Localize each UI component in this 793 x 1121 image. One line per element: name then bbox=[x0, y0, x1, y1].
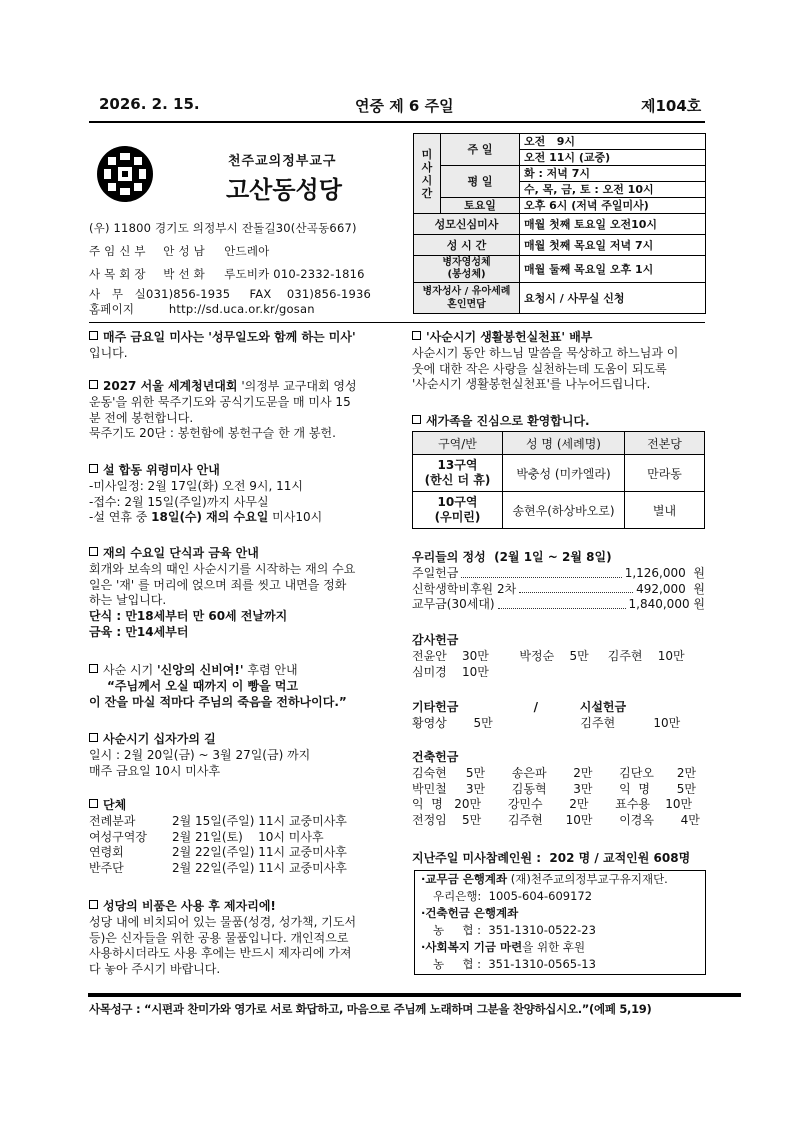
offering-row bbox=[412, 566, 705, 582]
group-schedule: 2월 21일(토) 10시 미사후 bbox=[172, 829, 324, 844]
notice-new-family-title: 새가족을 진심으로 환영합니다. bbox=[426, 414, 590, 428]
sick-communion-time: 매월 둘째 목요일 오후 1시 bbox=[520, 256, 706, 283]
bank1-account: 우리은행: 1005-604-609172 bbox=[433, 889, 593, 903]
bank3-rest: 을 위한 후원 bbox=[522, 940, 586, 954]
group-row bbox=[89, 814, 347, 830]
thanks-line2: 심미경 10만 bbox=[412, 664, 489, 679]
notice-new-family bbox=[412, 414, 590, 430]
chair-label: 사목회장 bbox=[89, 267, 150, 281]
col-name: 성 명 (세례명) bbox=[503, 432, 625, 455]
notice-mystery-of-faith bbox=[89, 663, 347, 710]
building-row: 전정임 5만 김주현 10만 이경옥 4만 bbox=[412, 813, 700, 828]
pastor-row bbox=[89, 243, 269, 259]
group-row bbox=[89, 845, 347, 861]
building-title: 건축헌금 bbox=[412, 750, 459, 764]
group-name: 연령회 bbox=[89, 845, 124, 860]
notice-friday-mass bbox=[89, 330, 356, 362]
group-schedule: 2월 22일(주일) 11시 교중미사후 bbox=[172, 845, 347, 860]
bank-accounts-box bbox=[414, 870, 706, 975]
offering-amount: 492,000 원 bbox=[636, 581, 705, 596]
group-row bbox=[89, 830, 347, 846]
mass-schedule-table bbox=[413, 133, 706, 314]
notice-supplies-l3: 사용하시더라도 사용 후에는 반드시 제자리에 가져 bbox=[89, 946, 352, 961]
notice-ash-l1: 회개와 보속의 때인 사순시기를 시작하는 재의 수요 bbox=[89, 561, 356, 576]
notice-ash-l5: 금육 : 만14세부터 bbox=[89, 624, 189, 639]
sacrament-label bbox=[414, 283, 520, 314]
other-title: 기타헌금 / 시설헌금 bbox=[412, 700, 627, 714]
group-schedule: 2월 22일(주일) 11시 교중미사후 bbox=[172, 861, 347, 876]
notice-friday-title: 매주 금요일 미사는 '성무일도와 함께 하는 미사' bbox=[103, 330, 356, 344]
notice-friday-tail: 입니다. bbox=[89, 345, 128, 360]
notice-lent-practice bbox=[412, 330, 678, 393]
offering-row bbox=[412, 582, 705, 598]
saturday-label: 토요일 bbox=[441, 198, 520, 214]
pastoral-verse: 사목성구 : “시편과 찬미가와 영가로 서로 화답하고, 마음으로 주님께 노래하며 그분을 찬양하십시오.”(에페 5,19) bbox=[89, 1002, 652, 1016]
notice-supplies-title: 성당의 비품은 사용 후 제자리에! bbox=[103, 899, 276, 913]
area-line2: (한신 더 휴) bbox=[424, 473, 491, 487]
parish-logo-icon bbox=[96, 145, 154, 203]
notice-supplies-l2: 등)은 신자들을 위한 공용 물품입니다. 개인적으로 bbox=[89, 930, 349, 945]
building-row: 익 명 20만 강민수 2만 표수용 10만 bbox=[412, 797, 693, 812]
notice-ash-wednesday bbox=[89, 546, 355, 641]
thanks-title: 감사헌금 bbox=[412, 633, 459, 647]
sunday-mass-2: 오전 11시 (교중) bbox=[520, 150, 706, 166]
notice-stations-l2: 매주 금요일 10시 미사후 bbox=[89, 763, 221, 778]
notice-wyd bbox=[89, 379, 357, 442]
family-name: 박충성 (미카엘라) bbox=[503, 455, 625, 492]
diocese-name: 천주교의정부교구 bbox=[228, 154, 337, 169]
checkbox-icon bbox=[89, 733, 98, 742]
saturday-mass: 오후 6시 (저녁 주일미사) bbox=[520, 198, 706, 214]
offering-label: 주일헌금 bbox=[412, 565, 459, 580]
notice-memorial-l3a: -설 연휴 중 bbox=[89, 510, 152, 525]
thanks-offering bbox=[412, 633, 685, 680]
weekday-mass-1: 화 : 저녁 7시 bbox=[520, 166, 706, 182]
checkbox-icon bbox=[412, 331, 421, 340]
notice-ash-l4: 단식 : 만18세부터 만 60세 전날까지 bbox=[89, 609, 288, 624]
group-name: 여성구역장 bbox=[89, 829, 147, 844]
group-schedule: 2월 15일(주일) 11시 교중미사후 bbox=[172, 813, 347, 828]
notice-lent-title: '사순시기 생활봉헌실천표' 배부 bbox=[426, 330, 593, 344]
notice-supplies-l1: 성당 내에 비치되어 있는 물품(성경, 성가책, 기도서 bbox=[89, 914, 357, 929]
marian-label: 성모신심미사 bbox=[414, 214, 520, 235]
notice-mystery-title: '신앙의 신비여!' bbox=[157, 663, 244, 677]
footer-divider bbox=[88, 993, 741, 997]
col-area: 구역/반 bbox=[413, 432, 503, 455]
sick-label-line1: 병자영성체 bbox=[442, 257, 491, 268]
issue-number: 제104호 bbox=[641, 97, 702, 115]
area-line1: 13구역 bbox=[437, 458, 478, 472]
checkbox-icon bbox=[89, 331, 98, 340]
family-area bbox=[413, 492, 503, 529]
notice-wyd-l3: 분 전에 봉헌합니다. bbox=[89, 410, 194, 425]
family-name: 송현우(하상바오로) bbox=[503, 492, 625, 529]
weekday-label: 평 일 bbox=[441, 166, 520, 198]
notice-stations-l1: 일시 : 2월 20일(금) ~ 3월 27일(금) 까지 bbox=[89, 747, 311, 762]
checkbox-icon bbox=[89, 664, 98, 673]
notice-mystery-l1: “주님께서 오실 때까지 이 빵을 먹고 bbox=[107, 678, 299, 693]
bank2-title: ·건축헌금 은행계좌 bbox=[421, 906, 519, 920]
notice-memorial-l1: -미사일정: 2월 17일(화) 오전 9시, 11시 bbox=[89, 478, 303, 493]
bank1-title: ·교무금 은행계좌 bbox=[421, 872, 508, 886]
offering-amount: 1,126,000 원 bbox=[624, 565, 705, 580]
sick-label-line2: (봉성체) bbox=[447, 269, 486, 280]
notice-mystery-post: 후렴 안내 bbox=[243, 663, 298, 677]
offering-row bbox=[412, 597, 705, 613]
thanks-line1: 전윤안 30만 박정순 5만 김주현 10만 bbox=[412, 648, 685, 663]
notice-wyd-l2: 운동'을 위한 묵주기도와 공식기도문을 매 미사 15 bbox=[89, 394, 351, 409]
building-offering bbox=[412, 750, 700, 829]
notice-ash-l2: 일은 '재' 를 머리에 얹으며 죄를 씻고 내면을 정화 bbox=[89, 577, 347, 592]
checkbox-icon bbox=[89, 547, 98, 556]
offerings-title: 우리들의 정성 (2월 1일 ~ 2월 8일) bbox=[412, 550, 612, 564]
notice-supplies-l4: 다 놓아 주시기 바랍니다. bbox=[89, 962, 221, 977]
table-row bbox=[413, 455, 705, 492]
sacrament-label-line2: 혼인면담 bbox=[447, 299, 486, 310]
notice-lent-l3: '사순시기 생활봉헌실천표'를 나누어드립니다. bbox=[412, 377, 651, 392]
family-prev: 만라동 bbox=[625, 455, 705, 492]
sunday-mass-1: 오전 9시 bbox=[520, 134, 706, 150]
checkbox-icon bbox=[89, 799, 98, 808]
chair-row bbox=[89, 266, 365, 282]
building-row: 김숙현 5만 송은파 2만 김단오 2만 bbox=[412, 765, 697, 780]
sunday-label: 주 일 bbox=[441, 134, 520, 166]
notice-memorial-mass bbox=[89, 463, 322, 526]
other-line1: 황영상 5만 김주현 10만 bbox=[412, 715, 681, 730]
section-divider bbox=[89, 322, 705, 323]
new-family-table bbox=[412, 431, 705, 529]
notice-stations-title: 사순시기 십자가의 길 bbox=[103, 732, 216, 746]
building-row: 박민철 3만 김동혁 3만 익 명 5만 bbox=[412, 781, 696, 796]
checkbox-icon bbox=[89, 380, 98, 389]
bank3-account: 농 협 : 351-1310-0565-13 bbox=[433, 957, 596, 971]
family-area bbox=[413, 455, 503, 492]
checkbox-icon bbox=[412, 415, 421, 424]
adoration-label: 성 시 간 bbox=[414, 235, 520, 256]
chair-info: 박 선 화 루도비카 010-2332-1816 bbox=[163, 267, 365, 281]
office-phone: 사 무 실031)856-1935 FAX 031)856-1936 bbox=[89, 287, 372, 301]
sacrament-info: 요청시 / 사무실 신청 bbox=[520, 283, 706, 314]
notice-stations bbox=[89, 732, 310, 779]
notice-memorial-title: 설 합동 위령미사 안내 bbox=[103, 463, 220, 477]
notice-ash-title: 재의 수요일 단식과 금육 안내 bbox=[103, 546, 259, 560]
liturgical-week: 연중 제 6 주일 bbox=[355, 97, 454, 115]
marian-mass: 매월 첫째 토요일 오전10시 bbox=[520, 214, 706, 235]
notice-groups-title: 단체 bbox=[103, 798, 127, 812]
bank1-rest: (재)천주교의정부교구유지재단. bbox=[507, 872, 668, 886]
notice-wyd-l1: '의정부 교구대회 영성 bbox=[237, 379, 357, 393]
sick-communion-label bbox=[414, 256, 520, 283]
table-header-row bbox=[413, 432, 705, 455]
mass-time-label: 미 사 시 간 bbox=[414, 134, 441, 214]
group-name: 전례분과 bbox=[89, 813, 136, 828]
notice-lent-l2: 웃에 대한 작은 사랑을 실천하는데 도움이 되도록 bbox=[412, 361, 667, 376]
notice-mystery-l2: 이 잔을 마실 적마다 주님의 죽음을 전하나이다.” bbox=[89, 694, 347, 709]
bulletin-date: 2026. 2. 15. bbox=[99, 95, 200, 113]
notice-mystery-pre: 사순 시기 bbox=[103, 663, 157, 677]
area-line1: 10구역 bbox=[437, 495, 478, 509]
group-row bbox=[89, 861, 347, 877]
area-line2: (우미린) bbox=[434, 510, 481, 524]
notice-memorial-l3c: 미사10시 bbox=[268, 510, 323, 525]
group-name: 반주단 bbox=[89, 861, 124, 876]
notice-memorial-l2: -접수: 2월 15일(주일)까지 사무실 bbox=[89, 494, 269, 509]
offering-amount: 1,840,000 원 bbox=[628, 597, 705, 612]
adoration-time: 매월 첫째 목요일 저녁 7시 bbox=[520, 235, 706, 256]
table-row bbox=[413, 492, 705, 529]
notice-supplies bbox=[89, 899, 356, 978]
pastor-name: 안 성 남 안드레아 bbox=[163, 244, 270, 258]
weekday-mass-2: 수, 목, 금, 토 : 오전 10시 bbox=[520, 182, 706, 198]
family-prev: 별내 bbox=[625, 492, 705, 529]
col-prev-parish: 전본당 bbox=[625, 432, 705, 455]
checkbox-icon bbox=[89, 900, 98, 909]
notice-groups bbox=[89, 798, 347, 877]
offerings-section bbox=[412, 550, 705, 613]
notice-ash-l3: 하는 날입니다. bbox=[89, 593, 167, 608]
header-divider bbox=[89, 121, 705, 123]
pastor-label: 주임신부 bbox=[89, 244, 150, 258]
notice-wyd-title: 2027 서울 세계청년대회 bbox=[103, 379, 238, 393]
other-offering bbox=[412, 700, 680, 732]
notice-memorial-l3b: 18일(수) 재의 수요일 bbox=[151, 510, 269, 525]
bank2-account: 농 협 : 351-1310-0522-23 bbox=[433, 923, 596, 937]
notice-wyd-l4: 묵주기도 20단 : 봉헌함에 봉헌구슬 한 개 봉헌. bbox=[89, 426, 336, 441]
parish-name: 고산동성당 bbox=[226, 176, 342, 204]
attendance-count: 지난주일 미사참례인원 : 202 명 / 교적인원 608명 bbox=[412, 851, 691, 865]
homepage-link[interactable]: 홈페이지 http://sd.uca.or.kr/gosan bbox=[89, 302, 315, 316]
offering-label: 교무금(30세대) bbox=[412, 597, 495, 612]
bank3-title: ·사회복지 기금 마련 bbox=[421, 940, 523, 954]
parish-address: (우) 11800 경기도 의정부시 잔돌길30(산곡동667) bbox=[89, 221, 357, 235]
checkbox-icon bbox=[89, 464, 98, 473]
offering-label: 신학생학비후원 2차 bbox=[412, 581, 517, 596]
sacrament-label-line1: 병자성사 / 유아세례 bbox=[422, 286, 511, 297]
notice-lent-l1: 사순시기 동안 하느님 말씀을 묵상하고 하느님과 이 bbox=[412, 345, 679, 360]
